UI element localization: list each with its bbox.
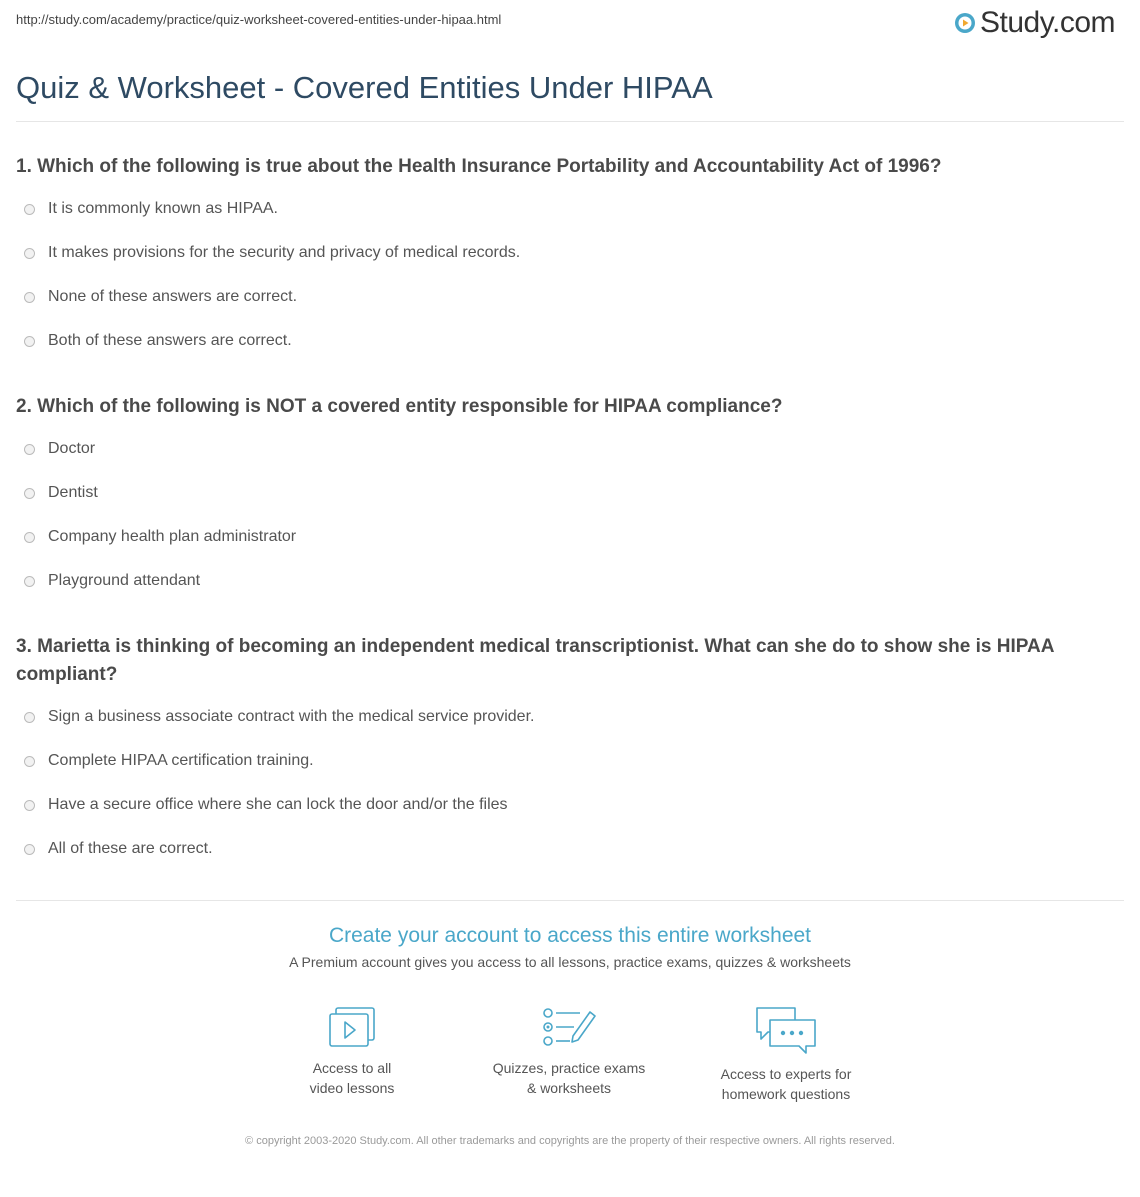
answer-text: Sign a business associate contract with the medical service provider. [48, 708, 535, 725]
feature-label: Access to experts for homework questions [720, 1066, 852, 1102]
answer-text: Company health plan administrator [48, 528, 297, 545]
answer-option[interactable] [24, 200, 278, 218]
radio-button[interactable] [24, 204, 35, 215]
answer-option[interactable] [24, 572, 200, 590]
logo-text: Study.com [980, 6, 1115, 39]
video-lesson-icon [326, 1006, 378, 1050]
answer-text: Playground attendant [48, 572, 201, 589]
answer-option[interactable] [24, 796, 508, 814]
chat-experts-icon [754, 1006, 818, 1056]
radio-button[interactable] [24, 532, 35, 543]
answer-text: Both of these answers are correct. [48, 332, 292, 349]
cta-subtitle: A Premium account gives you access to all lessons, practice exams, quizzes & worksheets [289, 954, 851, 970]
quiz-checklist-icon [540, 1006, 598, 1050]
feature-label: Quizzes, practice exams & worksheets [492, 1060, 646, 1096]
answer-text: None of these answers are correct. [48, 288, 298, 305]
radio-button[interactable] [24, 756, 35, 767]
answer-option[interactable] [24, 840, 213, 858]
radio-button[interactable] [24, 800, 35, 811]
study-logo[interactable] [954, 6, 1115, 40]
radio-button[interactable] [24, 292, 35, 303]
cta-title-link[interactable]: Create your account to access this entire worksheet [328, 924, 812, 947]
answer-text: Have a secure office where she can lock the door and/or the files [48, 796, 508, 813]
page-title: Quiz & Worksheet - Covered Entities Under HIPAA [16, 70, 713, 105]
answer-text: All of these are correct. [48, 840, 213, 857]
answer-text: Doctor [48, 440, 96, 457]
answer-option[interactable] [24, 528, 296, 546]
question-1: 1. Which of the following is true about the Health Insurance Portability and Accountability Act of 1996? [16, 156, 942, 177]
answer-text: It is commonly known as HIPAA. [48, 200, 278, 217]
answer-text: Dentist [48, 484, 98, 501]
question-2: 2. Which of the following is NOT a covered entity responsible for HIPAA compliance? [16, 396, 783, 417]
feature-experts [686, 1006, 886, 1104]
play-circle-icon [954, 12, 976, 34]
radio-button[interactable] [24, 844, 35, 855]
feature-quizzes [469, 1006, 669, 1098]
radio-button[interactable] [24, 248, 35, 259]
answer-option[interactable] [24, 244, 520, 262]
answer-option[interactable] [24, 484, 98, 502]
footer-copyright: © copyright 2003-2020 Study.com. All other trademarks and copyrights are the property of their respective owners. All rights reserved. [245, 1135, 895, 1147]
title-divider [16, 121, 1124, 122]
answer-option[interactable] [24, 752, 314, 770]
answer-text: It makes provisions for the security and privacy of medical records. [48, 244, 521, 261]
answer-text: Complete HIPAA certification training. [48, 752, 314, 769]
page-url: http://study.com/academy/practice/quiz-worksheet-covered-entities-under-hipaa.html [16, 12, 502, 27]
radio-button[interactable] [24, 488, 35, 499]
feature-video-lessons [252, 1006, 452, 1098]
answer-option[interactable] [24, 708, 534, 726]
radio-button[interactable] [24, 336, 35, 347]
cta-divider [16, 900, 1124, 901]
feature-label: Access to all video lessons [309, 1060, 395, 1096]
answer-option[interactable] [24, 332, 292, 350]
radio-button[interactable] [24, 576, 35, 587]
radio-button[interactable] [24, 444, 35, 455]
question-3: 3. Marietta is thinking of becoming an independent medical transcriptionist. What can she do to show she is HIPAA compliant? [16, 636, 1054, 685]
answer-option[interactable] [24, 440, 95, 458]
radio-button[interactable] [24, 712, 35, 723]
answer-option[interactable] [24, 288, 297, 306]
